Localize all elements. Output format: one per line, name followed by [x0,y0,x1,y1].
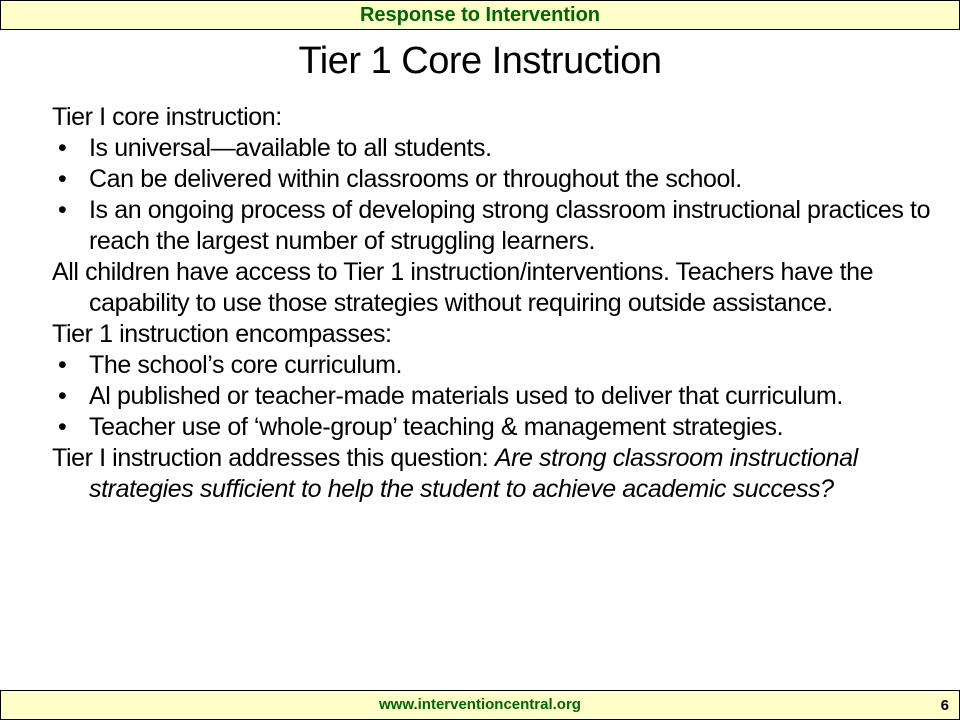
bullet-glyph: • [58,196,67,224]
intro-text-2: Tier 1 instruction encompasses: [52,320,392,348]
bullet-item [52,412,952,443]
bullet-item [52,350,952,381]
bullet-glyph: • [58,351,67,379]
closing-question-text: Are strong classroom instructional strategies sufficient to help the student to achieve academic success? [89,444,858,503]
bullet-item [52,195,952,257]
bullet-glyph: • [58,134,67,162]
bullet-text: Is an ongoing process of developing strong classroom instructional practices to reach the largest number of struggling learners. [89,196,931,255]
closing-question-paragraph [52,443,952,505]
footer-url-link[interactable]: www.interventioncentral.org [379,696,581,713]
slide-title: Tier 1 Core Instruction [298,40,662,82]
header-banner [0,0,960,30]
access-paragraph: All children have access to Tier 1 instruction/interventions. Teachers have the capability to use those strategies without requiring outside assistance. [52,258,874,317]
bullet-item [52,133,952,164]
footer-banner [0,690,960,720]
bullet-glyph: • [58,165,67,193]
bullet-text: The school’s core curriculum. [89,351,403,379]
banner-title: Response to Intervention [359,4,601,26]
bullet-text: Al published or teacher-made materials used to deliver that curriculum. [89,382,843,410]
intro-text-1: Tier I core instruction: [52,103,282,131]
bullet-text: Teacher use of ‘whole-group’ teaching & management strategies. [89,413,784,441]
bullet-item [52,164,952,195]
bullet-glyph: • [58,382,67,410]
bullet-item [52,381,952,412]
page-number: 6 [940,697,949,714]
bullet-text: Can be delivered within classrooms or throughout the school. [89,165,742,193]
bullet-glyph: • [58,413,67,441]
closing-lead-text: Tier I instruction addresses this question: [52,444,495,472]
slide-body [52,102,952,505]
bullet-text: Is universal—available to all students. [89,134,492,162]
